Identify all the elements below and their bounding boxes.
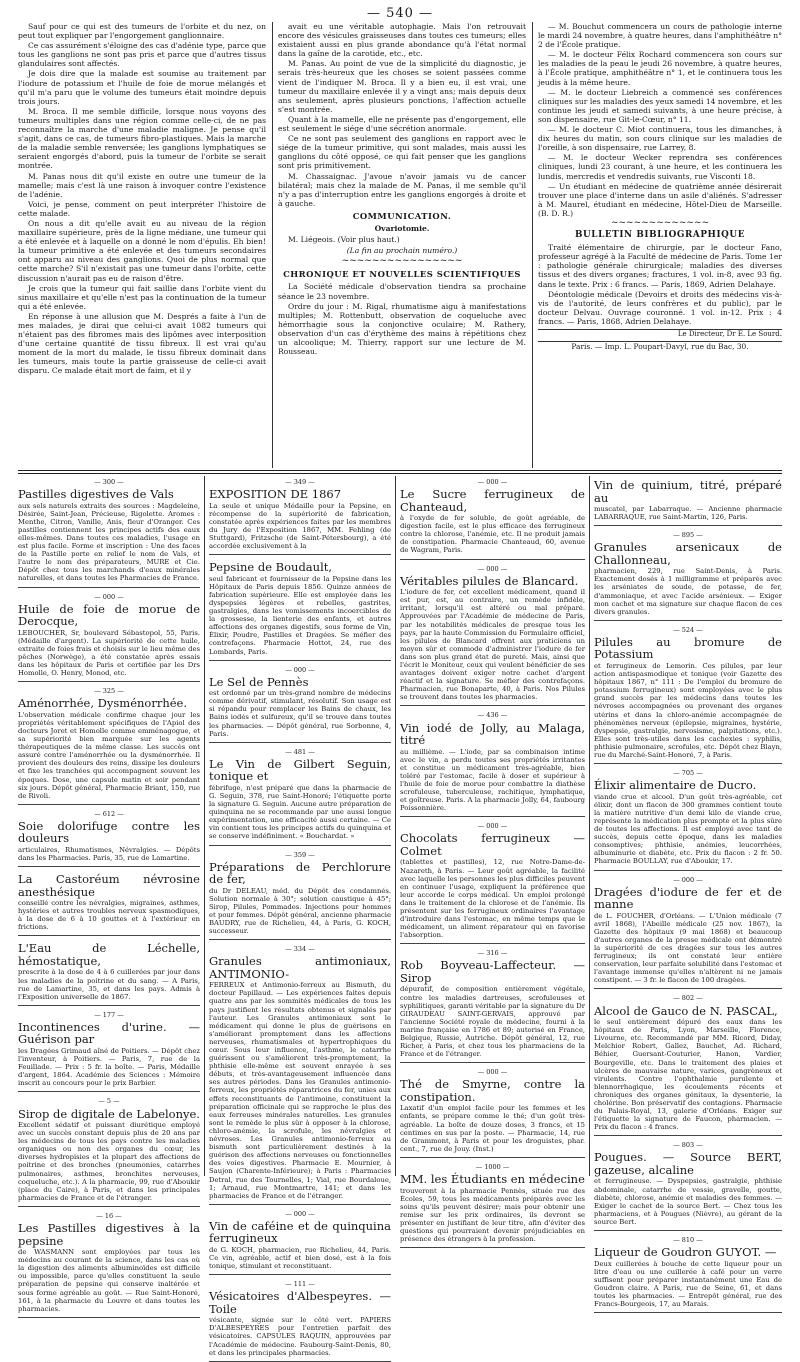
advertisement bbox=[594, 1234, 782, 1313]
ad-title: Incontinences d'urine. — Guérison par bbox=[18, 1019, 200, 1047]
paragraph: Ce cas assurément s'éloigne des cas d'adénie type, parce que tous les ganglions ne sont pas pris et parce que d'autres tissus glandulaires sont affectés. bbox=[18, 41, 266, 69]
ad-body: viande crue et alcool. D'un goût très-agréable, cet élixir, dont un flacon de 300 grammes contient toute la matière nutritive d'un demi kilo de viande crue, représente la médication plus prompte et la plus sûre de toutes les affections. Il est employé avec tant de succès, depuis cette époque, dans les maladies consomptives; phthisie, anémies, leucorrhées, albuminurie et diabète, etc. Prix du flacon : 2 fr. 50. Pharmacie BOULLAY, rue d'Aboukir, 17. bbox=[594, 792, 782, 866]
advertisement bbox=[400, 820, 585, 944]
ad-body: les Dragées Grimaud aîné de Poitiers. — Dépôt chez l'inventeur, à Poitiers. — Paris, 7, rue de la Feuillade. — Prix : 5 fr. la boîte. — Paris, Médaille d'argent, 1864. Académie des Sciences : Mémoire inscrit au concours pour le prix Barbier. bbox=[18, 1046, 200, 1088]
paragraph: — Un étudiant en médecine de quatrième année désirerait trouver une place d'interne dans un asile d'aliénés. S'adresser à M. Maurel, étudiant en médecine, Hôtel-Dieu de Marseille. (B. D. R.) bbox=[538, 181, 782, 218]
advertisement bbox=[209, 664, 391, 743]
ad-body: L'observation médicale confirme chaque jour les propriétés véritablement spécifiques de l'Apiol des docteurs Joret et Homolle comme emménagogue, et sa supériorité bien marquée sur les agents thérapeutiques de la même classe. Les succès ont assuré contre l'aménorrhée ou la dysménorrhée. Il provient des douleurs des reins, dissipe les douleurs et fixe les tranchées qui accompagnent souvent les époques. Dose, une capsule matin et soir pendant six jours. Dépôt général, Pharmacie Briant, 150, rue de Rivoli. bbox=[18, 710, 200, 800]
paragraph: Voici, je pense, comment on peut interpréter l'histoire de cette malade. bbox=[18, 199, 266, 218]
ad-body: prescrite à la dose de 4 à 6 cuillerées par jour dans les maladies de la poitrine et du sang. — A Paris, rue de Lamartine, 35, et dans les pays. Admis à l'Exposition universelle de 1867. bbox=[18, 968, 200, 1001]
ads-column-3 bbox=[400, 476, 585, 1244]
advertisement bbox=[594, 529, 782, 621]
ads-column-1 bbox=[18, 476, 200, 1313]
paragraph: — M. le docteur Liebreich a commencé ses conférences cliniques sur les maladies des yeux samedi 14 novembre, et les continue les jeudi et samedi suivants, à une heure précise, à son dispensaire, rue Git-le-Cœur, n° 11. bbox=[538, 87, 782, 124]
advertisement bbox=[209, 746, 391, 846]
printer-line: Paris. — Imp. L. Poupart-Davyl, rue du Bac, 30. bbox=[538, 341, 782, 351]
ad-body: du Dr DELEAU, méd. du Dépôt des condamnés. Solution normale à 30°; solution caustique à 45°; Sirop, Pilules, Pommades. Injections pour hommes et pour femmes. Dépôt général, ancienne pharmacie BAUDRY, rue de Richelieu, 44, à Paris, G. KOCH, successeur. bbox=[209, 886, 391, 936]
ad-number: — 177 — bbox=[94, 1010, 124, 1019]
advertisement bbox=[594, 992, 782, 1136]
ad-title: Le Vin de Gilbert Seguin, tonique et bbox=[209, 756, 391, 784]
paragraph: — M. le docteur C. Miot continuera, tous les dimanches, à dix heures du matin, son cours clinique sur les maladies de l'oreille, à son dispensaire, rue Larrey, 8. bbox=[538, 125, 782, 153]
ad-body: articulaires, Rhumatismes, Névralgies. — Dépôts dans les Pharmacies. Paris, 35, rue de Lamartine. bbox=[18, 845, 200, 862]
paragraph: La Société médicale d'observation tiendra sa prochaine séance le 23 novembre. bbox=[278, 282, 526, 301]
ad-body: conseillé contre les névralgies, migraines, asthmes, hystéries et autres troubles nerveux spasmodiques, à la dose de 6 à 10 gouttes et à l'extérieur en frictions. bbox=[18, 899, 200, 932]
ad-title: Granules arsenicaux de Challonneau, bbox=[594, 540, 782, 567]
ad-body: seul fabricant et fournisseur de la Pepsine dans les Hôpitaux de Paris depuis 1856. Quinze années de fabrication supérieure. Elle est employée dans les dyspepsies légères et rebelles, gastrites, gastralgies, dans les vomissements incoercibles de la grossesse, la lienterie des enfants, et autres affections des organes digestifs, sous forme de Vin, Élixir, Poudre, Pastilles et Dragées. Se méfier des contrefaçons. Pharmacie Hottot, 24, rue des Lombards, Paris. bbox=[209, 574, 391, 656]
paragraph: — M. Bouchut commencera un cours de pathologie interne le mardi 24 novembre, à quatre heures, dans l'amphithéâtre n° 2 de l'École pratique. bbox=[538, 22, 782, 50]
ad-body: et ferrugineux de Lemorin. Ces pilules, par leur action antispasmodique et tonique (voir Gazette des hôpitaux 1867, n° 111 : De l'emploi du bromure de potassium ferrugineux) sont employées avec le plus grand succès par les médecins dans toutes les névroses accompagnées ou provenant des organes utérins et dans la chloro-anémie accompagnée de phénomènes nerveux (épilepsie, migraines, hystérie, dyspepsie, gastralgie, nervosisme, palpitations, etc.). Elles sont très-utiles dans les cachexies : syphilis, phthisie pulmonaire, scrofules, etc. Dépôt chez Blayn, rue du Marché-Saint-Honoré, 7, à Paris. bbox=[594, 661, 782, 759]
paragraph: Ce ne sont pas seulement des ganglions en rapport avec le siége de la tumeur primitive, qui sont malades, mais aussi les ganglions du côté opposé, ce qui fait penser que les ganglions sont pris primitivement. bbox=[278, 134, 526, 171]
advertisement bbox=[209, 943, 391, 1205]
paragraph: Je dois dire que la malade est soumise au traitement par l'iodure de potassium et l'huile de foie de morue mélangés et qu'il m'a paru que le volume des tumeurs était moindre depuis trois jours. bbox=[18, 69, 266, 106]
ad-number: — 612 — bbox=[94, 809, 124, 818]
advertisement bbox=[594, 476, 782, 526]
ad-title: Véritables pilules de Blancard. bbox=[400, 573, 579, 588]
ad-title: L'Eau de Léchelle, hémostatique, bbox=[18, 941, 200, 968]
ad-title: Soie dolorifuge contre les douleurs bbox=[18, 818, 200, 846]
ad-title: Sirop de digitale de Labelonye. bbox=[18, 1106, 200, 1121]
ad-body: Excellent sédatif et puissant diurétique employé avec un succès constant depuis plus de 20 ans par les médecins de tous les pays contre les maladies organiques ou non des organes du cœur, les diverses hydropisies et la plupart des affections de poitrine et des bronches (pneumonies, catarrhes pulmonaires, asthmes, bronchites nerveuses, coqueluche, etc.). A la pharmacie, 99, rue d'Aboukir (place du Caire), à Paris, et dans les principales pharmacies de France et de l'étranger. bbox=[18, 1121, 200, 1202]
advertisement bbox=[18, 808, 200, 867]
ad-body: Deux cuillerées à bouche de cette liqueur pour un litre d'eau ou une cuillerée à café pour un verre suffisent pour préparer instantanément une Eau de Goudron claire. A Paris, rue de Seine, 61, et dans toutes les pharmacies. — Entrepôt général, rue des Francs-Bourgeois, 17, au Marais. bbox=[594, 1259, 782, 1309]
advertisement bbox=[209, 1278, 391, 1362]
ad-body: L'iodure de fer, cet excellent médicament, quand il est pur, est, au contraire, un remède infidèle, irritant, lorsqu'il est altéré ou mal préparé. Approuvées par l'Académie de médecine de Paris, par les notabilités médicales de presque tous les pays, par la haute Commission du Formulaire officiel, les pilules de Blancard offrent aux praticiens un moyen sûr et commode d'administrer l'iodure de fer dans son plus grand état de pureté. Mais, ainsi que l'écrit le Moniteur, ceux qui veulent bénéficier de ses avantages doivent exiger notre cachet d'argent réactif et la signature. Se méfier des contrefaçons. Pharmacien, rue Bonaparte, 40, à Paris. Nos Pilules se trouvent dans toutes les pharmacies. bbox=[400, 588, 585, 702]
ad-title: Vin de quinium, titré, préparé au bbox=[594, 478, 782, 505]
ad-number: — 000 — bbox=[477, 564, 508, 573]
ad-body: de WASMANN sont employées par tous les médecins au courant de la science, dans les cas où la digestion des aliments albuminoïdes est difficile ou impossible, parce qu'elles constituent la seule préparation de pepsine qui conserve inaltérée et sous forme agréable au goût. — Rue Saint-Honoré, 161, à la pharmacie du Louvre et dans toutes les pharmacies. bbox=[18, 1248, 200, 1313]
paragraph: Quant à la mamelle, elle ne présente pas d'engorgement, elle est seulement le siége d'une sécrétion anormale. bbox=[278, 114, 526, 134]
paragraph: Traité élémentaire de chirurgie, par le docteur Fano, professeur agrégé à la Faculté de médecine de Paris. Tome 1er : pathologie générale chirurgicale; maladies des diverses tissus et des divers organes; fractures, 1 vol. in-8, avec 93 fig. dans le texte. Prix : 6 francs. — Paris, 1869, Adrien Delahaye. bbox=[538, 243, 782, 289]
ad-body: vésicante, signée sur le côté vert. PAPIERS D'ALBESPEYRES pour l'entretien parfait des vésicatoires. CAPSULES RAQUIN, approuvées par l'Académie de médecine. Faubourg-Saint-Denis, 80, et dans les principales pharmacies. bbox=[209, 1316, 391, 1357]
ad-title: Vésicatoires d'Albespeyres. — Toile bbox=[209, 1289, 391, 1316]
ad-title: Rob Boyveau-Laffecteur. — Sirop bbox=[400, 958, 585, 985]
ad-title: Le Sel de Pennès bbox=[209, 674, 309, 689]
ad-body: fébrifuge, n'est préparé que dans la pharmacie de G. Seguin, 378, rue Saint-Honoré; l'étiquette porte la signature G. Seguin. Aucune autre préparation de quinquina ne se recommande par une aussi longue expérimentation, une efficacité aussi certaine. — Ce vin contient tous les principes actifs du quinquina et se conserve indéfiniment. « Bouchardat. » bbox=[209, 783, 391, 841]
advertisement bbox=[18, 939, 200, 1005]
ad-title: Dragées d'iodure de fer et de manne bbox=[594, 884, 782, 912]
ad-title: Pilules au bromure de Potassium bbox=[594, 634, 782, 662]
ad-body: au millième. — L'iode, par sa combinaison intime avec le vin, a perdu toutes ses propriétés irritantes et constitue un médicament très-agréable, bien toléré par l'estomac, facile à doser et supérieur à l'huile de foie de morue pour combattre la diathèse scrofuleuse, tuberculeuse, rachitique, lymphatique, et goîtreuse. Paris. A la pharmacie Jolly, 64, faubourg Poissonnière. bbox=[400, 747, 585, 813]
ad-title: Vin iodé de Jolly, au Malaga, titré bbox=[400, 720, 585, 748]
ad-title: Pastilles digestives de Vals bbox=[18, 487, 174, 502]
ad-title: Thé de Smyrne, contre la constipation. bbox=[400, 1077, 585, 1104]
ad-number: — 325 — bbox=[94, 687, 124, 696]
ad-title: La Castoréum névrosine anesthésique bbox=[18, 872, 200, 899]
paragraph: M. Panas. Au point de vue de la simplicité du diagnostic, je serais très-heureux que les choses se soient passées comme vient de l'indiquer M. Broca. Il y a bien eu, il est vrai, une tumeur du maxillaire enlevée il y a vingt ans; mais depuis deux ans seulement, après plusieurs ponctions, l'affection actuelle s'est montrée. bbox=[278, 59, 526, 114]
ad-number: — 349 — bbox=[285, 478, 315, 486]
ad-number: — 5 — bbox=[98, 1097, 120, 1106]
advertisement bbox=[400, 563, 585, 707]
ad-number: — 810 — bbox=[673, 1236, 703, 1244]
ad-number: — 000 — bbox=[285, 665, 315, 674]
paragraph: — M. le docteur Félix Rochard commencera son cours sur les maladies de la peau le jeudi 26 novembre, à quatre heures, à l'École pratique, amphithéâtre n° 1, et le continuera tous les jeudis à la même heure. bbox=[538, 50, 782, 87]
ad-title: Pougues. — Source BERT, gazeuse, alcaline bbox=[594, 1150, 782, 1177]
advertisement bbox=[400, 1161, 585, 1248]
ad-number: — 895 — bbox=[673, 531, 703, 540]
ad-body: de G. KOCH, pharmacien, rue Richelieu, 44, Paris. Ce vin, agréable, actif et bien dosé, est à la fois tonique, stimulant et reconstituant. bbox=[209, 1245, 391, 1271]
paragraph: Sauf pour ce qui est des tumeurs de l'orbite et du nez, on peut tout expliquer par l'engorgement ganglionnaire. bbox=[18, 22, 266, 41]
advertisement bbox=[209, 558, 391, 660]
article-column-3: — M. Bouchut commencera un cours de pathologie interne le mardi 24 novembre, à quatre heures, dans l'amphithéâtre n° 2 de l'École pratique. — M. le docteur Félix Rochard commencera son cours sur les maladies de la peau le jeudi 26 novembre, à quatre heures, à l'École pratique, amphithéâtre n° 1, et le continuera tous les jeudis à la même heure. — M. le docteur Liebreich a commencé ses conférences cliniques sur les maladies des yeux samedi 14 novembre, et les continue les jeudi et samedi suivants, à une heure précise, à son dispensaire, rue Git-le-Cœur, n° 11. — M. le docteur C. Miot continuera, tous les dimanches, à dix heures du matin, son cours clinique sur les maladies de l'oreille, à son dispensaire, rue Larrey, 8. — M. le docteur Wecker reprendra ses conférences cliniques, lundi 23 courant, à une heure, et les continuera les lundis, mercredis et vendredis suivants, rue Visconti 18. — Un étudiant en médecine de quatrième année désirerait trouver une place d'interne dans un asile d'aliénés. S'adresser à M. Maurel, étudiant en médecine, Hôtel-Dieu de Marseille. (B. D. R.) ~~~~~~~~~~~~~ BULLETIN BIBLIOGRAPHIQUE Traité élémentaire de chirurgie, par le docteur Fano, professeur agrégé à la Faculté de médecine de Paris. Tome 1er : pathologie générale chirurgicale; maladies des diverses tissus et des divers organes; fractures, 1 vol. in-8, avec 93 fig. dans le texte. Prix : 6 francs. — Paris, 1869, Adrien Delahaye. Déontologie médicale (Devoirs et droits des médecins vis-à-vis de l'autorité, de leurs confrères et du public), par le docteur Delvau. Ouvrage couronné. 1 vol. in-12. Prix : 4 francs. — Paris, 1868, Adrien Delahaye. Le Directeur, Dr E. Le Sourd. Paris. — Imp. L. Poupart-Davyl, rue du Bac, 30. bbox=[538, 22, 782, 352]
advertisement bbox=[209, 1208, 391, 1275]
ad-body: à l'oxyde de fer soluble, de goût agréable, de digestion facile, est le plus efficace des ferrugineux contre la chlorose, l'anémie, etc. Il ne produit jamais de constipation. Pharmacie Chanteaud, 60, avenue de Wagram, Paris. bbox=[400, 514, 585, 555]
ad-title: Préparations de Perchlorure de fer, bbox=[209, 859, 391, 887]
ad-number: — 000 — bbox=[285, 1209, 315, 1218]
ad-title: Chocolats ferrugineux — Colmet bbox=[400, 831, 585, 858]
ad-number: — 16 — bbox=[96, 1211, 122, 1220]
advertisement bbox=[594, 767, 782, 870]
ad-number: — 803 — bbox=[673, 1141, 703, 1150]
ad-number: — 334 — bbox=[285, 945, 315, 954]
paragraph: M. Panas nous dit qu'il existe en outre une tumeur de la mamelle; mais c'est là une raison à invoquer contre l'existence de l'adénie. bbox=[18, 171, 266, 199]
advertisement bbox=[594, 874, 782, 990]
communication-author: M. Liégeois. (Voir plus haut.) bbox=[288, 235, 400, 245]
advertisement bbox=[18, 685, 200, 805]
ad-body: pharmacien, 229, rue Saint-Denis, à Paris. Exactement dosés à 1 milligramme et préparés avec les arséniates de soude, de potasse, de fer, d'ammoniaque, et avec l'acide arsénieux. — Exiger mon cachet et ma signature sur chaque flacon de ces divers granules. bbox=[594, 567, 782, 616]
ad-body: muscatel, par Labarraque. — Ancienne pharmacie LABARRAQUE, rue Saint-Martin, 126, Paris. bbox=[594, 505, 782, 522]
ad-title: Granules antimoniaux, ANTIMONIO- bbox=[209, 954, 391, 981]
article-column-1 bbox=[18, 22, 266, 467]
ad-body: dépuratif, de composition entièrement végétale, contre les maladies dartreuses, scrofuleuses et syphilitiques, garanti véritable par la signature du Dr GIRAUDEAU SAINT-GERVAIS, approuvé par l'ancienne Société royale de médecine, fourni à la marine française en 1786 et 89; autorisé en France, Belgique, Russie, Autriche. Dépôt général, 12, rue Richer, à Paris, et chez tous les pharmaciens de la France et de l'étranger. bbox=[400, 985, 585, 1059]
chronique-heading: CHRONIQUE ET NOUVELLES SCIENTIFIQUES bbox=[283, 269, 521, 280]
paragraph: Ordre du jour : M. Rigal, rhumatisme aigu à manifestations multiples; M. Rottenbutt, observation de coqueluche avec hémorrhagie sous la conjonctive oculaire; M. Rathery, observation d'un cas d'érythème des mains à répétitions chez un alcoolique; M. Thierry, rapport sur une lecture de M. Rousseau. bbox=[278, 301, 526, 357]
advertisement bbox=[400, 709, 585, 817]
ad-body: LEBOUCHER, Sr, boulevard Sébastopol, 55, Paris. (Médaille d'argent). La supériorité de cette huile, extraite de foies frais et choisis sur le lieu même des pêches (Norwège), a été constatée après essais dans les hôpitaux de Paris et certifiée par les Drs Homolle, O. Henry, Monod, etc. bbox=[18, 628, 200, 678]
paragraph: M. Broca. Il me semble difficile, lorsque nous voyons des tumeurs multiples dans une région comme celle-ci, de ne pas reconnaître la marche d'une maladie maligne. Je pense qu'il s'agit, dans ce cas, de tumeurs fibro-plastiques. Mais la marche de la maladie semble renversée; les ganglions lymphatiques se seraient engorgés d'abord, puis la tumeur de l'orbite se serait montrée. bbox=[18, 106, 266, 171]
ads-column-4 bbox=[594, 476, 782, 1309]
ad-title: Aménorrhée, Dysménorrhée. bbox=[18, 696, 187, 711]
ad-body: (tablettes et pastilles), 12, rue Notre-Dame-de-Nazareth, à Paris. — Leur goût agréable, la facilité avec laquelle les personnes les plus difficiles peuvent en continuer l'usage, expliquent la préférence que leur accorde le corps médical. Un emploi prolongé dans le traitement de la chlorose et de l'anémie. Ils présentent sur les ferrugineux ordinaires l'avantage d'introduire dans l'estomac, en même temps que le médicament, un aliment réparateur qui en favorise l'absorption. bbox=[400, 858, 585, 940]
ad-body: Laxatif d'un emploi facile pour les femmes et les enfants, se prépare comme le thé; d'un goût très-agréable. La boîte de douze doses, 3 francs, et 15 centimes en sus par la poste. — Pharmacie, 14, rue de Grammont, à Paris et pour les droguistes, phar. cent., 7, rue de Jouy. (Inst.) bbox=[400, 1104, 585, 1153]
ad-number: — 000 — bbox=[477, 1068, 508, 1077]
paragraph: Je crois que la tumeur qui fait saillie dans l'orbite vient du sinus maxillaire et qu'elle n'est pas la continuation de la tumeur qui a été enlevée. bbox=[18, 283, 266, 311]
advertisement bbox=[18, 591, 200, 683]
ad-body: de L. FOUCHER, d'Orléans. — L'Union médicale (7 avril 1868), l'Abeille médicale (25 nov. 1867), la Gazette des hôpitaux (9 mai 1868) et beaucoup d'autres organes de la presse médicale ont démontré la supériorité de ces dragées sur tous les autres ferrugineux; ils ont constaté leur entière conservation, leur parfaite solubilité dans l'estomac et l'avantage immense qu'elles n'altèrent ni ne jamais constipent. — 3 fr. le flacon de 100 dragées. bbox=[594, 911, 782, 985]
paragraph: — M. le docteur Wecker reprendra ses conférences cliniques, lundi 23 courant, à une heure, et les continuera les lundis, mercredis et vendredis suivants, rue Visconti 18. bbox=[538, 153, 782, 181]
ad-number: — 000 — bbox=[94, 592, 124, 601]
ad-number: — 316 — bbox=[477, 949, 508, 958]
advertisement bbox=[18, 1095, 200, 1207]
ad-body: trouveront à la pharmacie Pennès, située rue des Écoles, 59, tous les médicaments préparés avec les soins qu'ils peuvent désirer; mais pour obtenir une remise sur les prix ordinaires, ils devront se présenter en justifiant de leur titre, afin d'éviter des questions qui pourraient devenir préjudiciables en présence des étrangers à la profession. bbox=[400, 1186, 585, 1244]
article-column-2: avait eu une véritable autophagie. Mais l'on retrouvait encore des vésicules graisseuses dans toutes ces tumeurs; elles existaient aussi en plus grande abondance qu'à l'état normal dans la gaîne de la carotide, etc., etc. M. Panas. Au point de vue de la simplicité du diagnostic, je serais très-heureux que les choses se soient passées comme vient de l'indiquer M. Broca. Il y a bien eu, il est vrai, une tumeur du maxillaire enlevée il y a vingt ans; mais depuis deux ans seulement, après plusieurs ponctions, l'affection actuelle s'est montrée. Quant à la mamelle, elle ne présente pas d'engorgement, elle est seulement le siége d'une sécrétion anormale. Ce ne sont pas seulement des ganglions en rapport avec le siége de la tumeur primitive, qui sont malades, mais aussi les ganglions du côté opposé, ce qui fait penser que les ganglions sont pris primitivement. M. Chassaignac. J'avoue n'avoir jamais vu de cancer bilatéral; mais chez la malade de M. Panas, il me semble qu'il n'y a pas d'interruption entre les ganglions engorgés à droite et à gauche. COMMUNICATION. Ovariotomie. M. Liégeois. (Voir plus haut.) (La fin au prochain numéro.) ~~~~~~~~~~~~~~~~ CHRONIQUE ET NOUVELLES SCIENTIFIQUES La Société médicale d'observation tiendra sa prochaine séance le 23 novembre. Ordre du jour : M. Rigal, rhumatisme aigu à manifestations multiples; M. Rottenbutt, observation de coqueluche avec hémorrhagie sous la conjonctive oculaire; M. Rathery, observation d'un cas d'érythème des mains à répétitions chez un alcoolique; M. Thierry, rapport sur une lecture de M. Rousseau. bbox=[278, 22, 526, 357]
ad-number: — 705 — bbox=[673, 769, 703, 778]
ad-title: Alcool de Gauco de N. PASCAL, bbox=[594, 1003, 778, 1018]
ad-title: MM. les Étudiants en médecine bbox=[400, 1172, 585, 1187]
ad-body: est ordonné par un très-grand nombre de médecins comme dérivatif, stimulant, résolutif. Son usage est si répandu pour remplacer les Bains de chaux, les Bains iodés et sulfureux, qu'il se trouve dans toutes les pharmacies. — Dépôt général, rue Sorbonne, 4, Paris. bbox=[209, 689, 391, 738]
advertisement bbox=[594, 1139, 782, 1231]
ad-number: — 481 — bbox=[285, 747, 315, 756]
ad-title: Les Pastilles digestives à la pepsine bbox=[18, 1221, 200, 1248]
ad-number: — 436 — bbox=[477, 711, 508, 720]
advertisement bbox=[209, 476, 391, 555]
bulletin-heading: BULLETIN BIBLIOGRAPHIQUE bbox=[574, 230, 746, 241]
paragraph: M. Chassaignac. J'avoue n'avoir jamais vu de cancer bilatéral; mais chez la malade de M. Panas, il me semble qu'il n'y a pas d'interruption entre les ganglions engorgés à droite et à gauche. bbox=[278, 171, 526, 208]
advertisement bbox=[18, 1210, 200, 1318]
ad-body: La seule et unique Médaille pour la Pepsine, en récompense de la supériorité de fabrication, constatée après expériences faites par les membres du Jury de l'Exposition 1867, MM. Fehling (de Stuttgard), Fritzsche (de Saint-Pétersbourg), a été accordée exclusivement à la bbox=[209, 501, 391, 551]
ad-title: Le Sucre ferrugineux de Chanteaud, bbox=[400, 487, 585, 514]
paragraph: On nous a dit qu'elle avait eu au niveau de la région maxillaire supérieure, près de la ligne médiane, une tumeur qui a été enlevée et à laquelle on a donné le nom d'épulis. Eh bien! la tumeur primitive a été enlevée et des tumeurs secondaires ont apparu au niveau des ganglions. Quoi de plus normal que cette marche? S'il n'existait pas une tumeur dans l'orbite, cette discussion n'aurait pas eu de raison d'être. bbox=[18, 218, 266, 283]
ad-number: — 000 — bbox=[477, 478, 508, 486]
continuation-note: (La fin au prochain numéro.) bbox=[346, 246, 458, 256]
advertisement bbox=[209, 849, 391, 941]
ad-title: Liqueur de Goudron GUYOT. — bbox=[594, 1245, 777, 1260]
ad-number: — 000 — bbox=[673, 875, 703, 884]
ad-number: — 300 — bbox=[94, 478, 124, 486]
ad-number: — 000 — bbox=[477, 822, 508, 831]
advertisement bbox=[400, 947, 585, 1063]
ad-body: aux sels naturels extraits des sources : Magdeleine, Désirée, Saint-Jean, Précieuse, Rigolette. Aromes : Menthe, Citron, Vanille, Anis, fleur d'Oranger. Ces pastilles contiennent les principes actifs des eaux elles-mêmes. Dans toutes ces maladies, l'usage en est plus facile. Forme et inscription : Une des faces de la Pastille porte en relief le nom de Vals, et l'autre le nom des préparateurs, MURE et Cie. Dépôt chez tous les marchands d'eaux minérales naturelles, et dans toutes les Pharmacies de France. bbox=[18, 501, 200, 583]
ad-number: — 524 — bbox=[673, 625, 703, 634]
ad-title: Huile de foie de morue de Derocque, bbox=[18, 601, 200, 629]
ad-title: Vin de caféine et de quinquina ferrugineux bbox=[209, 1218, 391, 1246]
paragraph: avait eu une véritable autophagie. Mais l'on retrouvait encore des vésicules graisseuses dans toutes ces tumeurs; elles existaient aussi en plus grande abondance qu'à l'état normal dans la gaîne de la carotide, etc., etc. bbox=[278, 22, 526, 59]
advertisement bbox=[400, 1066, 585, 1158]
advertisement bbox=[18, 476, 200, 588]
ad-number: — 359 — bbox=[285, 850, 315, 859]
ad-number: — 1000 — bbox=[475, 1162, 510, 1171]
advertisement bbox=[594, 624, 782, 764]
ad-title: Pepsine de Boudault, bbox=[209, 560, 333, 575]
ad-number: — 111 — bbox=[285, 1280, 315, 1289]
page-number: — 540 — bbox=[366, 6, 434, 21]
ad-title: Élixir alimentaire de Ducro. bbox=[594, 778, 757, 793]
advertisement bbox=[400, 476, 585, 560]
ads-column-2 bbox=[209, 476, 391, 1357]
ad-body: FERREUX et Antimonio-ferreux au Bismuth, du docteur Papillaud. — Les expériences faites depuis quatre ans par les sommités médicales de tous les pays justifient les résultats obtenus et signalés par l'auteur. Les Granules antimoniaux sont le médicament qui donne le plus de guérisons en s'améliorant promptement dans les affections nerveuses, rhumatismales et hypertrophiques du cœur. Sous leur influence, l'asthme, le catarrhe guérissent ou s'améliorent très-promptement, la phthisie elle-même est souvent enrayée à ses débuts, et très-avantageusement influencée dans ses autres périodes. Dans les Granules antimonio-ferreux, les propriétés réparatrices du fer, unies aux effets reconstituants de l'antimoine, constituent la préparation officinale qui se rapproche le plus des eaux ferreuses minérales naturelles. Les granules sont le remède le plus sûr à opposer à la chlorose, chloro-anémie, la scrofule, les névralgies et névroses. Les Granules antimonio-ferreux au bismuth sont particulièrement destinés à la guérison des affections nerveuses ou fonctionnelles des voies digestives. Pharmacie E. Mournier, à Saujon (Charente-Inférieure); à Paris : Pharmacies Detral, rue des Tournelles, 1; Vial, rue Bourdaloue, 1; Arnaud, rue Montmartre, 141; et dans les pharmacies de France et de l'étranger. bbox=[209, 981, 391, 1200]
ad-body: et ferrugineuse. — Dyspepsies, gastralgie, phthisie abdominale, catarrhe de vessie, gravelle, goutte, diabète, chlorose, anémie et maladies des femmes. — Exiger le cachet de la source Bert. — Chez tous les pharmaciens, et à Pougues (Nièvre), au gérant de la source Bert. bbox=[594, 1177, 782, 1226]
advertisement bbox=[18, 870, 200, 936]
communication-subtitle: Ovariotomie. bbox=[374, 223, 430, 233]
paragraph: En réponse à une allusion que M. Després a faite à l'un de mes malades, je dirai que celui-ci avait 1082 tumeurs qui n'étaient pas des fibromes mais des lipômes avec interposition d'une certaine quantité de tissu fibreux. Il est vrai qu'au moment de la mort du malade, le tissu fibreux dominait dans les tumeurs, mais toute la partie graisseuse de celle-ci avait disparu. Ce malade était mort de faim, et il y bbox=[18, 311, 266, 376]
ad-title: EXPOSITION DE 1867 bbox=[209, 487, 342, 502]
ad-number: — 802 — bbox=[673, 994, 703, 1003]
communication-heading: COMMUNICATION. bbox=[352, 210, 452, 221]
advertisement bbox=[18, 1009, 200, 1093]
ad-body: le seul entièrement dépuré des eaux dans les hôpitaux de Paris, Lyon, Marseille, Florence, Livourne, etc. Recommandé par MM. Ricord, Diday, Melchior Robert, Gallez, Bauchet, Ad. Richard, Béhier, Guersant-Couturier, Hanon, Vardier, Bourgeville, etc. Dans le traitement des plaies et ulcères de mauvaise nature, varices, gangrèneux et virulents. Contre l'ophthalmie purulente et blennorrhagique, les écoulements récents et chroniques des organes génitaux, la dysenterie, la cholérine. Bon préservatif des contagions. Pharmacie du Palais-Royal, 13, galerie d'Orléans. Exiger sur l'étiquette la signature de Faucon, pharmacien. — Prix du flacon : 4 francs. bbox=[594, 1018, 782, 1132]
director-signature: Le Directeur, Dr E. Le Sourd. bbox=[538, 329, 782, 339]
paragraph: Déontologie médicale (Devoirs et droits des médecins vis-à-vis de l'autorité, de leurs confrères et du public), par le docteur Delvau. Ouvrage couronné. 1 vol. in-12. Prix : 4 francs. — Paris, 1868, Adrien Delahaye. bbox=[538, 289, 782, 326]
